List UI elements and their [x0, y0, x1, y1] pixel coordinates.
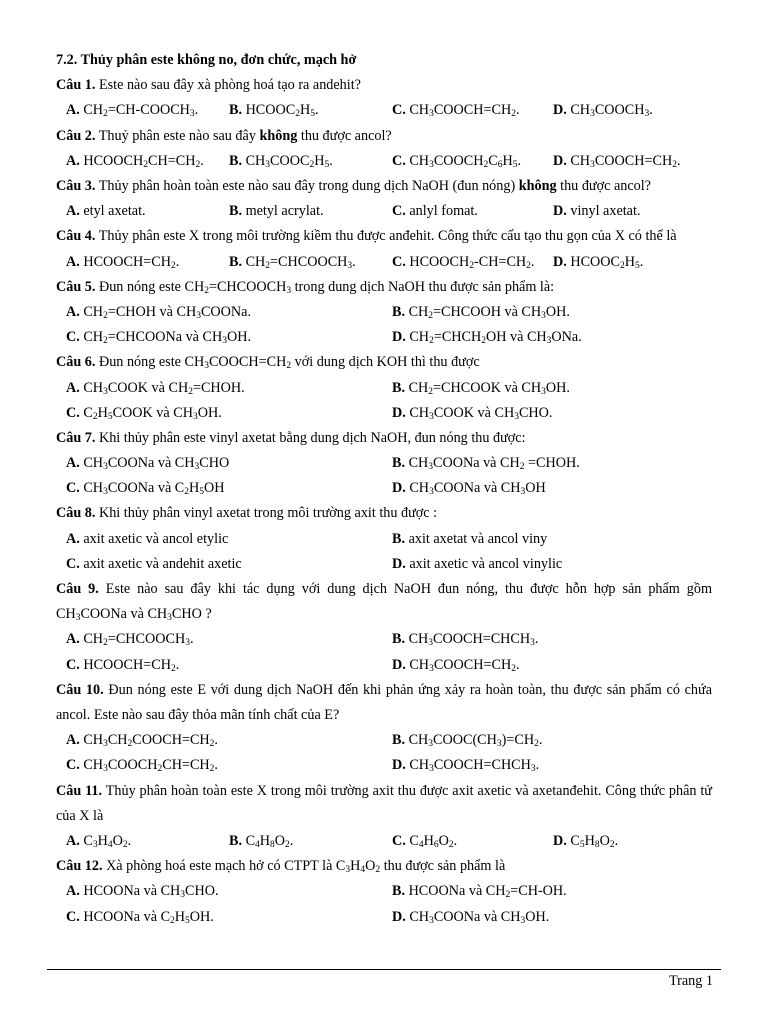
option-a: [66, 98, 198, 123]
option-label: C.: [66, 656, 80, 673]
option-label: A.: [66, 303, 80, 320]
option-text: axit axetat và ancol viny: [405, 530, 548, 547]
option-text: $CH_3COOCH=CH_2$.: [566, 152, 681, 170]
options-row: [56, 527, 712, 552]
question-stem: [56, 577, 712, 627]
question-text: Khi thủy phân vinyl axetat trong môi trường axit thu được :: [95, 505, 438, 522]
option-label: A.: [66, 833, 80, 850]
option-c: [66, 476, 225, 501]
question-number: Câu 6.: [56, 354, 96, 371]
options-row: [56, 653, 712, 678]
option-a: [66, 627, 193, 652]
option-label: D.: [553, 102, 567, 119]
option-label: D.: [553, 253, 567, 270]
option-b: [392, 300, 570, 325]
option-label: C.: [392, 152, 406, 169]
question-text: Thủy phân hoàn toàn este nào sau đây trong dung dịch NaOH (đun nóng) không thu được ancol?: [95, 177, 651, 194]
option-label: C.: [66, 480, 80, 497]
question-text: Este nào sau đây xà phòng hoá tạo ra andehit?: [95, 77, 361, 94]
option-label: D.: [392, 329, 406, 346]
options-row: [56, 627, 712, 652]
option-label: B.: [392, 455, 406, 472]
question-number: Câu 12.: [56, 858, 103, 875]
option-c: [66, 552, 242, 577]
option-label: D.: [392, 555, 406, 572]
options-row: [56, 905, 712, 930]
option-label: A.: [66, 530, 80, 547]
option-text: $C_3H_4O_2$.: [79, 833, 132, 851]
option-c: [392, 98, 519, 123]
option-label: D.: [392, 908, 406, 925]
option-label: A.: [66, 203, 80, 220]
question-1: [56, 73, 712, 123]
question-text: Đun nóng este E với dung dịch NaOH đến khi phản ứng xảy ra hoàn toàn, thu được sản phẩm có chứa ancol. Este nào sau đây thỏa mãn tính chất của E?: [56, 681, 712, 724]
option-text: etyl axetat.: [79, 203, 146, 220]
question-number: Câu 4.: [56, 228, 96, 245]
option-label: B.: [392, 379, 406, 396]
option-b: [392, 451, 580, 476]
option-label: C.: [392, 253, 406, 270]
option-label: D.: [392, 404, 406, 421]
option-text: $HCOOCH_2-CH=CH_2$.: [405, 253, 535, 271]
option-d: [392, 753, 539, 778]
option-label: C.: [66, 908, 80, 925]
question-stem: [56, 854, 712, 879]
question-stem: [56, 275, 712, 300]
option-b: [392, 627, 538, 652]
option-a: [66, 879, 219, 904]
question-4: [56, 224, 712, 274]
question-7: [56, 426, 712, 502]
option-text: $CH_2=CHCOOK$ và $CH_3OH$.: [405, 379, 570, 397]
options-row: [56, 552, 712, 577]
option-d: [392, 905, 549, 930]
option-d: [392, 325, 582, 350]
options-row: [56, 149, 712, 174]
document-page: [56, 48, 712, 930]
question-6: [56, 350, 712, 426]
question-9: [56, 577, 712, 678]
option-a: [66, 829, 131, 854]
options-row: [56, 451, 712, 476]
question-text: Đun nóng este $CH_3COOCH=CH_2$ với dung dịch KOH thì thu được: [95, 354, 480, 372]
option-label: D.: [553, 833, 567, 850]
option-text: $CH_2=CHCOOCH_3$.: [79, 631, 194, 649]
option-text: $CH_2=CHCOOCH_3$.: [242, 253, 356, 271]
options-row: [56, 325, 712, 350]
option-d: [553, 98, 653, 123]
option-b: [392, 527, 547, 552]
option-label: A.: [66, 631, 80, 648]
option-text: $CH_3COOK$ và $CH_3CHO$.: [405, 404, 553, 422]
option-d: [392, 653, 519, 678]
option-d: [553, 250, 643, 275]
option-d: [392, 476, 546, 501]
option-text: $HCOOC_2H_5$.: [242, 102, 319, 120]
option-text: $CH_3COOCH=CHCH_3$.: [405, 757, 540, 775]
question-number: Câu 2.: [56, 127, 96, 144]
options-row: [56, 879, 712, 904]
option-a: [66, 300, 251, 325]
option-text: $CH_3COOCH_3$.: [566, 102, 653, 120]
option-text: $CH_3CH_2COOCH=CH_2$.: [79, 732, 218, 750]
option-text: $CH_3COOC(CH_3)=CH_2$.: [405, 732, 543, 750]
option-text: $C_4H_6O_2$.: [405, 833, 458, 851]
option-label: C.: [66, 555, 80, 572]
option-text: $C_2H_5COOK$ và $CH_3OH$.: [79, 404, 222, 422]
option-label: B.: [229, 152, 243, 169]
option-text: $CH_2=CHOH$ và $CH_3COONa$.: [79, 303, 252, 321]
question-stem: [56, 426, 712, 451]
option-label: D.: [392, 480, 406, 497]
options-row: [56, 753, 712, 778]
option-b: [229, 149, 333, 174]
question-stem: [56, 224, 712, 249]
option-label: A.: [66, 379, 80, 396]
option-label: C.: [66, 757, 80, 774]
option-b: [229, 829, 293, 854]
option-label: B.: [392, 303, 406, 320]
option-a: [66, 728, 218, 753]
page-number: Trang 1: [668, 973, 713, 989]
option-label: C.: [392, 203, 406, 220]
question-stem: [56, 124, 712, 149]
question-text: Este nào sau đây khi tác dụng với dung dịch NaOH đun nóng, thu được hỗn hợp sản phẩm gồm $CH_3COONa$ và $CH_3CHO$ ?: [56, 581, 713, 624]
option-label: B.: [229, 833, 243, 850]
option-a: [66, 527, 228, 552]
option-label: C.: [392, 102, 406, 119]
option-d: [392, 401, 552, 426]
option-label: D.: [392, 656, 406, 673]
option-d: [553, 199, 640, 224]
question-list: [56, 73, 712, 930]
question-number: Câu 8.: [56, 505, 96, 522]
option-label: A.: [66, 253, 80, 270]
option-label: B.: [229, 203, 243, 220]
option-label: A.: [66, 732, 80, 749]
question-12: [56, 854, 712, 930]
question-number: Câu 5.: [56, 278, 96, 295]
option-text: $HCOOCH=CH_2$.: [79, 253, 180, 271]
option-text: anlyl fomat.: [405, 203, 478, 220]
option-text: $CH_2=CH-COOCH_3$.: [79, 102, 199, 120]
options-row: [56, 300, 712, 325]
option-d: [553, 149, 680, 174]
option-label: B.: [392, 883, 406, 900]
option-text: axit axetic và ancol vinylic: [405, 555, 563, 572]
option-text: $CH_3COOCH_2C_6H_5$.: [405, 152, 521, 170]
option-label: B.: [392, 631, 406, 648]
question-text: Thủy phân hoàn toàn este X trong môi trường axit thu được axit axetic và axetanđehit. Công thức phân tử của X là: [56, 782, 712, 824]
question-number: Câu 7.: [56, 429, 96, 446]
question-text: Khi thủy phân este vinyl axetat bằng dung dịch NaOH, đun nóng thu được:: [95, 429, 526, 446]
options-row: [56, 98, 712, 123]
option-text: $CH_3COOCH=CH_2$.: [405, 102, 520, 120]
question-number: Câu 1.: [56, 77, 96, 94]
option-label: D.: [392, 757, 406, 774]
option-label: B.: [229, 253, 243, 270]
option-text: HCOONa và $CH_2=CH-OH$.: [405, 883, 567, 901]
option-text: $C_4H_8O_2$.: [242, 833, 294, 851]
question-number: Câu 3.: [56, 177, 96, 194]
question-number: Câu 10.: [56, 681, 104, 698]
option-text: metyl acrylat.: [242, 203, 324, 220]
option-label: B.: [229, 102, 243, 119]
option-label: B.: [392, 732, 406, 749]
option-c: [392, 829, 457, 854]
option-b: [392, 879, 567, 904]
options-row: [56, 199, 712, 224]
option-label: C.: [392, 833, 406, 850]
question-11: [56, 779, 712, 855]
option-text: $HCOOC_2H_5$.: [566, 253, 644, 271]
option-text: $HCOOCH=CH_2$.: [79, 656, 180, 674]
option-c: [392, 149, 521, 174]
option-label: D.: [553, 152, 567, 169]
option-text: vinyl axetat.: [566, 203, 641, 220]
options-row: [56, 476, 712, 501]
question-stem: [56, 678, 712, 728]
footer-divider: [47, 969, 721, 970]
option-d: [553, 829, 618, 854]
question-8: [56, 501, 712, 577]
question-text: Xà phòng hoá este mạch hở có CTPT là $C_3H_4O_2$ thu được sản phẩm là: [102, 858, 506, 876]
option-text: $CH_3COOCH=CHCH_3$.: [405, 631, 539, 649]
option-b: [392, 728, 542, 753]
question-2: [56, 124, 712, 174]
option-c: [392, 250, 534, 275]
option-label: B.: [392, 530, 406, 547]
option-c: [66, 325, 251, 350]
option-d: [392, 552, 562, 577]
option-a: [66, 376, 245, 401]
option-text: $CH_3COOK$ và $CH_2=CHOH$.: [79, 379, 245, 397]
option-c: [66, 653, 179, 678]
question-stem: [56, 350, 712, 375]
option-text: $CH_3COOCH_2CH=CH_2$.: [79, 757, 218, 775]
option-label: A.: [66, 152, 80, 169]
options-row: [56, 376, 712, 401]
option-text: $CH_3COONa$ và $C_2H_5OH$: [79, 480, 225, 498]
options-row: [56, 401, 712, 426]
option-c: [66, 401, 222, 426]
options-row: [56, 250, 712, 275]
options-row: [56, 728, 712, 753]
option-text: $CH_3COONa$ và $CH_2$ =CHOH.: [405, 455, 580, 473]
option-b: [229, 98, 319, 123]
question-10: [56, 678, 712, 779]
option-text: $CH_2=CHCOONa$ và $CH_3OH$.: [79, 329, 252, 347]
option-text: HCOONa và $CH_3CHO$.: [79, 883, 219, 901]
option-text: $CH_3COONa$ và $CH_3CHO$: [79, 455, 230, 473]
question-stem: [56, 73, 712, 98]
section-title: 7.2. Thủy phân este không no, đơn chức, mạch hở: [56, 52, 357, 68]
option-label: A.: [66, 883, 80, 900]
option-text: $C_5H_8O_2$.: [566, 833, 619, 851]
option-c: [66, 753, 218, 778]
question-stem: [56, 501, 712, 526]
option-text: $HCOOCH_2CH=CH_2$.: [79, 152, 204, 170]
question-text: Thuỷ phân este nào sau đây không thu được ancol?: [95, 127, 392, 144]
question-3: [56, 174, 712, 224]
question-number: Câu 9.: [56, 581, 99, 598]
question-text: Đun nóng este $CH_2=CHCOOCH_3$ trong dung dịch NaOH thu được sản phẩm là:: [95, 278, 555, 296]
option-text: $CH_3COOC_2H_5$.: [242, 152, 333, 170]
option-text: HCOONa và $C_2H_5OH$.: [79, 908, 214, 926]
option-c: [392, 199, 478, 224]
option-label: C.: [66, 404, 80, 421]
option-b: [392, 376, 570, 401]
option-a: [66, 451, 229, 476]
options-row: [56, 829, 712, 854]
option-b: [229, 250, 356, 275]
option-a: [66, 199, 146, 224]
option-text: $CH_3COONa$ và $CH_3OH$.: [405, 908, 550, 926]
option-text: $CH_2=CHCH_2OH$ và $CH_3ONa$.: [405, 329, 582, 347]
question-stem: [56, 174, 712, 199]
question-number: Câu 11.: [56, 782, 103, 799]
option-c: [66, 905, 214, 930]
option-label: A.: [66, 455, 80, 472]
option-label: A.: [66, 102, 80, 119]
question-5: [56, 275, 712, 351]
option-a: [66, 250, 179, 275]
option-text: $CH_3COOCH=CH_2$.: [405, 656, 520, 674]
option-text: $CH_3COONa$ và $CH_3OH$: [405, 480, 546, 498]
question-stem: [56, 779, 712, 829]
option-text: $CH_2=CHCOOH$ và $CH_3OH$.: [405, 303, 570, 321]
option-a: [66, 149, 204, 174]
option-label: C.: [66, 329, 80, 346]
option-label: D.: [553, 203, 567, 220]
option-text: axit axetic và andehit axetic: [79, 555, 242, 572]
option-b: [229, 199, 324, 224]
option-text: axit axetic và ancol etylic: [79, 530, 229, 547]
question-text: Thủy phân este X trong môi trường kiềm thu được anđehit. Công thức cấu tạo thu gọn của X có thể là: [95, 228, 677, 245]
